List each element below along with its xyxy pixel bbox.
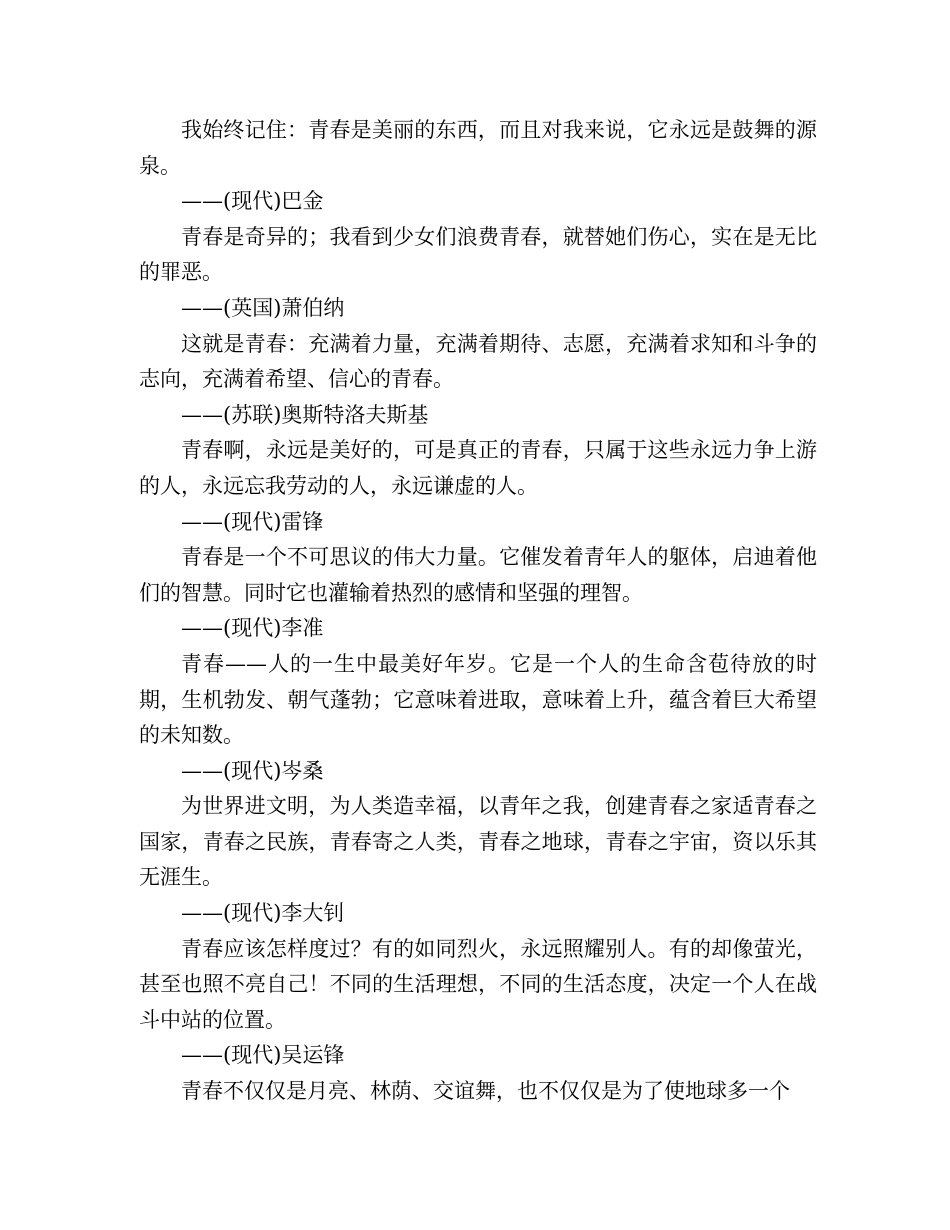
quote-text: 青春应该怎样度过？有的如同烈火，永远照耀别人。有的却像萤光，甚至也照不亮自己！不同的生活理想，不同的生活态度，决定一个人在战斗中站的位置。 bbox=[139, 936, 817, 1032]
quote-author: ——(现代)吴运锋 bbox=[181, 1043, 345, 1068]
quote-text: 青春啊，永远是美好的，可是真正的青春，只属于这些永远力争上游的人，永远忘我劳动的人，永远谦虚的人。 bbox=[139, 438, 817, 498]
quote-author: ——(现代)巴金 bbox=[181, 189, 324, 214]
quote-text: 青春——人的一生中最美好年岁。它是一个人的生命含苞待放的时期，生机勃发、朝气蓬勃；它意味着进取，意味着上升，蕴含着巨大希望的未知数。 bbox=[139, 651, 817, 748]
quote-author: ——(现代)岑桑 bbox=[181, 758, 324, 783]
quote-author: ——(现代)李大钊 bbox=[181, 901, 345, 926]
quote-text: 青春是奇异的；我看到少女们浪费青春，就替她们伤心，实在是无比的罪恶。 bbox=[139, 224, 817, 285]
quote-text: 青春不仅仅是月亮、林荫、交谊舞，也不仅仅是为了使地球多一个 bbox=[181, 1079, 790, 1104]
quote-text: 为世界进文明，为人类造幸福，以青年之我，创建青春之家适青春之国家，青春之民族，青春寄之人类，青春之地球，青春之宇宙，资以乐其无涯生。 bbox=[139, 794, 817, 890]
quotes-body bbox=[139, 113, 817, 1110]
quote-text: 青春是一个不可思议的伟大力量。它催发着青年人的躯体，启迪着他们的智慧。同时它也灌输着热烈的感情和坚强的理智。 bbox=[139, 545, 817, 605]
quote-author: ——(苏联)奥斯特洛夫斯基 bbox=[181, 402, 429, 427]
quote-author: ——(现代)雷锋 bbox=[181, 509, 324, 534]
quote-text: 我始终记住：青春是美丽的东西，而且对我来说，它永远是鼓舞的源泉。 bbox=[139, 118, 817, 178]
quote-author: ——(现代)李准 bbox=[181, 616, 324, 641]
quote-author: ——(英国)萧伯纳 bbox=[181, 295, 345, 320]
quote-text: 这就是青春：充满着力量，充满着期待、志愿，充满着求知和斗争的志向，充满着希望、信心的青春。 bbox=[139, 331, 817, 392]
